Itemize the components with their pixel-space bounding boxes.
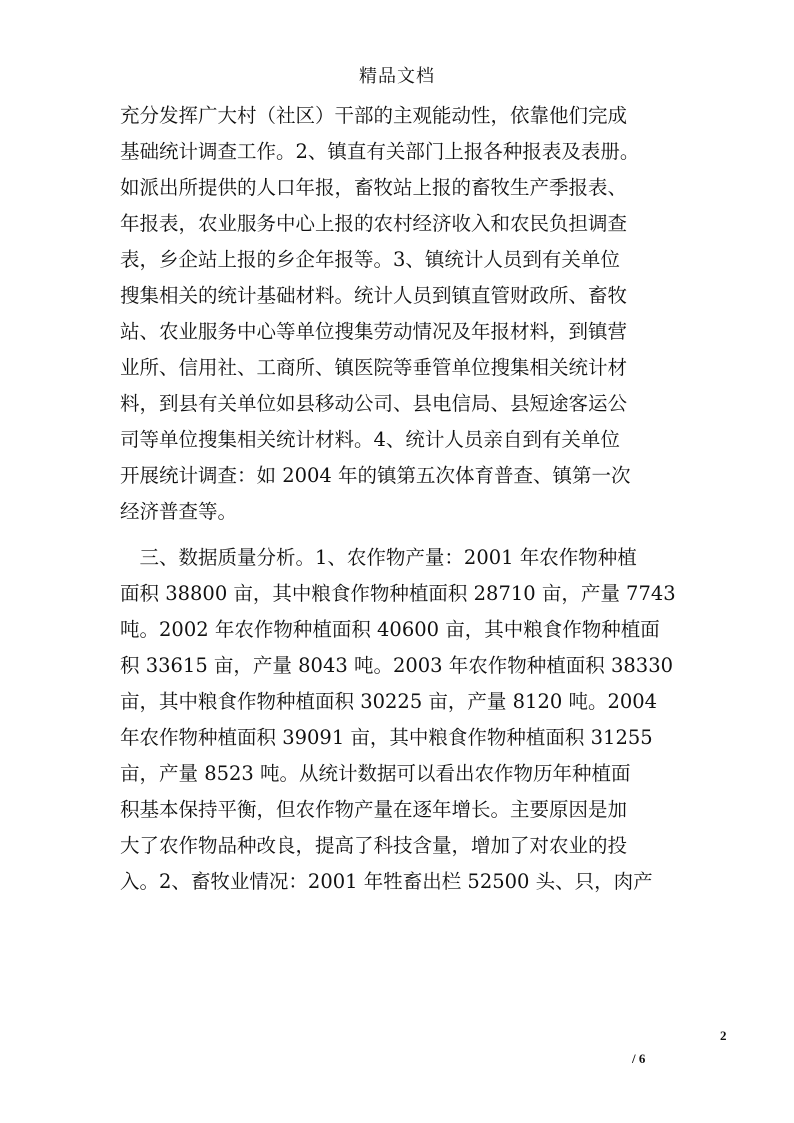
- text-line: 入。2、畜牧业情况：2001 年牲畜出栏 52500 头、只，肉产: [120, 870, 653, 893]
- text-line: 开展统计调查：如 2004 年的镇第五次体育普查、镇第一次: [120, 464, 631, 487]
- text-line: 亩，产量 8523 吨。从统计数据可以看出农作物历年种植面: [120, 762, 631, 785]
- page-total: / 6: [632, 1051, 646, 1066]
- text-line: 料，到县有关单位如县移动公司、县电信局、县短途客运公: [120, 392, 628, 415]
- text-line: 经济普查等。: [120, 500, 238, 523]
- text-line: 如派出所提供的人口年报，畜牧站上报的畜牧生产季报表、: [120, 176, 628, 199]
- text-line: 年农作物种植面积 39091 亩，其中粮食作物种植面积 31255: [120, 726, 653, 749]
- text-line: 充分发挥广大村（社区）干部的主观能动性，依靠他们完成: [120, 104, 628, 127]
- document-header: 精品文档: [359, 66, 435, 87]
- text-line: 年报表，农业服务中心上报的农村经济收入和农民负担调查: [120, 212, 628, 235]
- text-line: 亩，其中粮食作物种植面积 30225 亩，产量 8120 吨。2004: [120, 690, 658, 713]
- text-line: 站、农业服务中心等单位搜集劳动情况及年报材料，到镇营: [120, 320, 628, 343]
- page-number: 2: [720, 1028, 727, 1043]
- text-line: 搜集相关的统计基础材料。统计人员到镇直管财政所、畜牧: [120, 284, 628, 307]
- text-line: 三、数据质量分析。1、农作物产量：2001 年农作物种植: [120, 546, 637, 569]
- text-line: 业所、信用社、工商所、镇医院等垂管单位搜集相关统计材: [120, 356, 628, 379]
- text-line: 表，乡企站上报的乡企年报等。3、镇统计人员到有关单位: [120, 248, 620, 271]
- text-line: 吨。2002 年农作物种植面积 40600 亩，其中粮食作物种植面: [120, 618, 660, 641]
- paragraph-gap: [120, 530, 682, 540]
- text-line: 基础统计调查工作。2、镇直有关部门上报各种报表及表册。: [120, 140, 640, 163]
- text-line: 司等单位搜集相关统计材料。4、统计人员亲自到有关单位: [120, 428, 620, 451]
- text-line: 积 33615 亩，产量 8043 吨。2003 年农作物种植面积 38330: [120, 654, 674, 677]
- text-line: 积基本保持平衡，但农作物产量在逐年增长。主要原因是加: [120, 798, 628, 821]
- document-body: [120, 98, 682, 900]
- text-line: 大了农作物品种改良，提高了科技含量，增加了对农业的投: [120, 834, 628, 857]
- text-line: 面积 38800 亩，其中粮食作物种植面积 28710 亩，产量 7743: [120, 582, 676, 605]
